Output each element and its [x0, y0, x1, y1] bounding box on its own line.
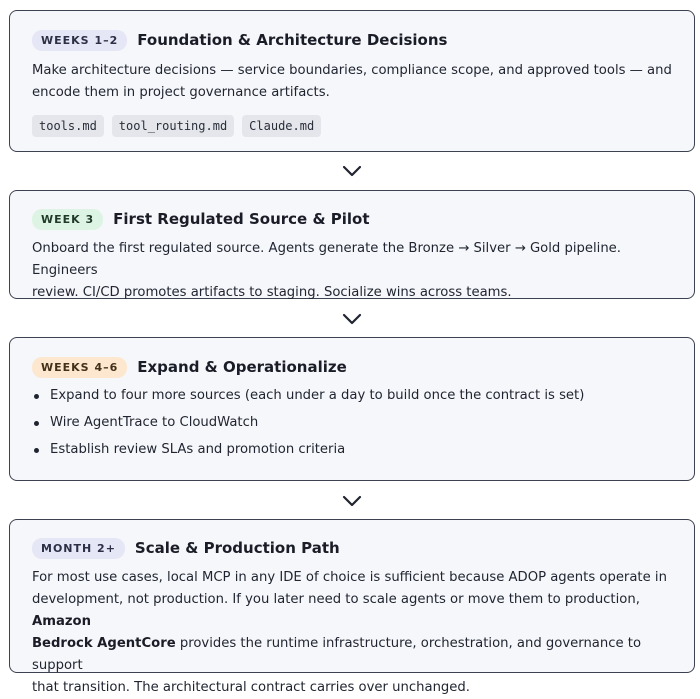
bullet-item: Expand to four more sources (each under a day to build once the contract is set)	[32, 382, 672, 409]
description-line: review. CI/CD promotes artifacts to staging. Socialize wins across teams.	[32, 285, 512, 300]
chevron-down-icon	[342, 165, 362, 177]
phase-header	[32, 536, 672, 560]
governance-files	[32, 115, 672, 137]
description-line: that transition. The architectural contract carries over unchanged.	[32, 680, 470, 695]
phase-card-week-3	[9, 190, 695, 299]
phase-header	[32, 207, 672, 231]
phase-title: First Regulated Source & Pilot	[113, 210, 370, 228]
description-line	[32, 633, 672, 677]
file-chip-tools: tools.md	[32, 115, 104, 137]
phase-card-month-2-plus	[9, 519, 695, 695]
phase-bullet-list	[32, 382, 672, 463]
phase-header	[32, 28, 672, 52]
file-chip-tool-routing: tool_routing.md	[112, 115, 234, 137]
product-name-bold: Bedrock AgentCore	[32, 636, 176, 651]
description-line: Onboard the first regulated source. Agents generate the Bronze → Silver → Gold pipeline. Engineers	[32, 241, 621, 278]
phase-header	[32, 355, 672, 379]
phase-description	[32, 238, 672, 304]
description-line: encode them in project governance artifacts.	[32, 85, 330, 100]
phase-title: Scale & Production Path	[134, 539, 340, 557]
phase-card-weeks-1-2	[9, 10, 695, 152]
phase-badge: MONTH 2+	[32, 538, 125, 559]
description-line: For most use cases, local MCP in any IDE of choice is sufficient because ADOP agents operate in	[32, 570, 667, 585]
chevron-down-icon	[342, 495, 362, 507]
description-line: Make architecture decisions — service boundaries, compliance scope, and approved tools — and	[32, 63, 672, 78]
description-line	[32, 589, 672, 633]
product-name-bold: Amazon	[32, 614, 91, 629]
phase-card-weeks-4-6	[9, 337, 695, 481]
phase-badge: WEEKS 1–2	[32, 30, 127, 51]
chevron-down-icon	[342, 313, 362, 325]
bullet-item: Establish review SLAs and promotion criteria	[32, 436, 672, 463]
description-text: provides the runtime infrastructure, orchestration, and governance to support	[32, 636, 642, 673]
phase-badge: WEEKS 4–6	[32, 357, 127, 378]
phase-title: Expand & Operationalize	[137, 358, 347, 376]
bullet-item: Wire AgentTrace to CloudWatch	[32, 409, 672, 436]
phase-badge: WEEK 3	[32, 209, 103, 230]
file-chip-claude: Claude.md	[242, 115, 321, 137]
description-text: development, not production. If you later need to scale agents or move them to production,	[32, 592, 640, 607]
phase-title: Foundation & Architecture Decisions	[137, 31, 448, 49]
phase-description	[32, 567, 672, 699]
phase-description	[32, 60, 672, 104]
